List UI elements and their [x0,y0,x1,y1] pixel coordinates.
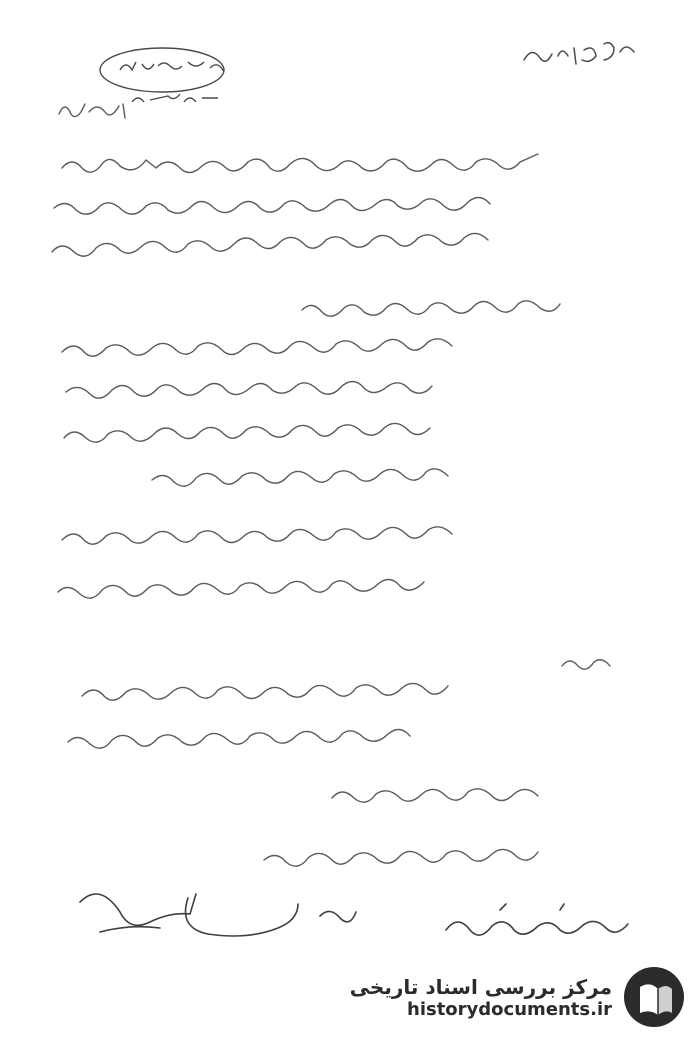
body-line-10 [56,574,671,608]
body-line-8 [150,462,670,496]
body-line-1 [60,148,660,182]
watermark-title: مرکز بررسی اسناد تاریخی [349,974,612,999]
reference-stamp [92,42,262,112]
body-line-9 [60,520,670,554]
body-line-7 [62,418,662,452]
closing-line [262,842,622,876]
signature-right [440,900,660,956]
body-line-13 [66,724,672,758]
watermark [350,965,686,1029]
watermark-url: historydocuments.ir [407,998,612,1020]
body-line-2 [52,190,662,224]
body-line-6 [64,374,662,408]
signature-left [70,872,360,952]
book-logo-icon [622,965,686,1029]
body-line-12 [80,676,680,710]
body-line-4 [300,292,620,326]
body-line-3 [50,232,665,266]
body-line-5 [60,332,665,366]
classification-number [520,34,640,74]
body-line-14 [330,778,630,812]
body-line-11 [560,646,620,680]
